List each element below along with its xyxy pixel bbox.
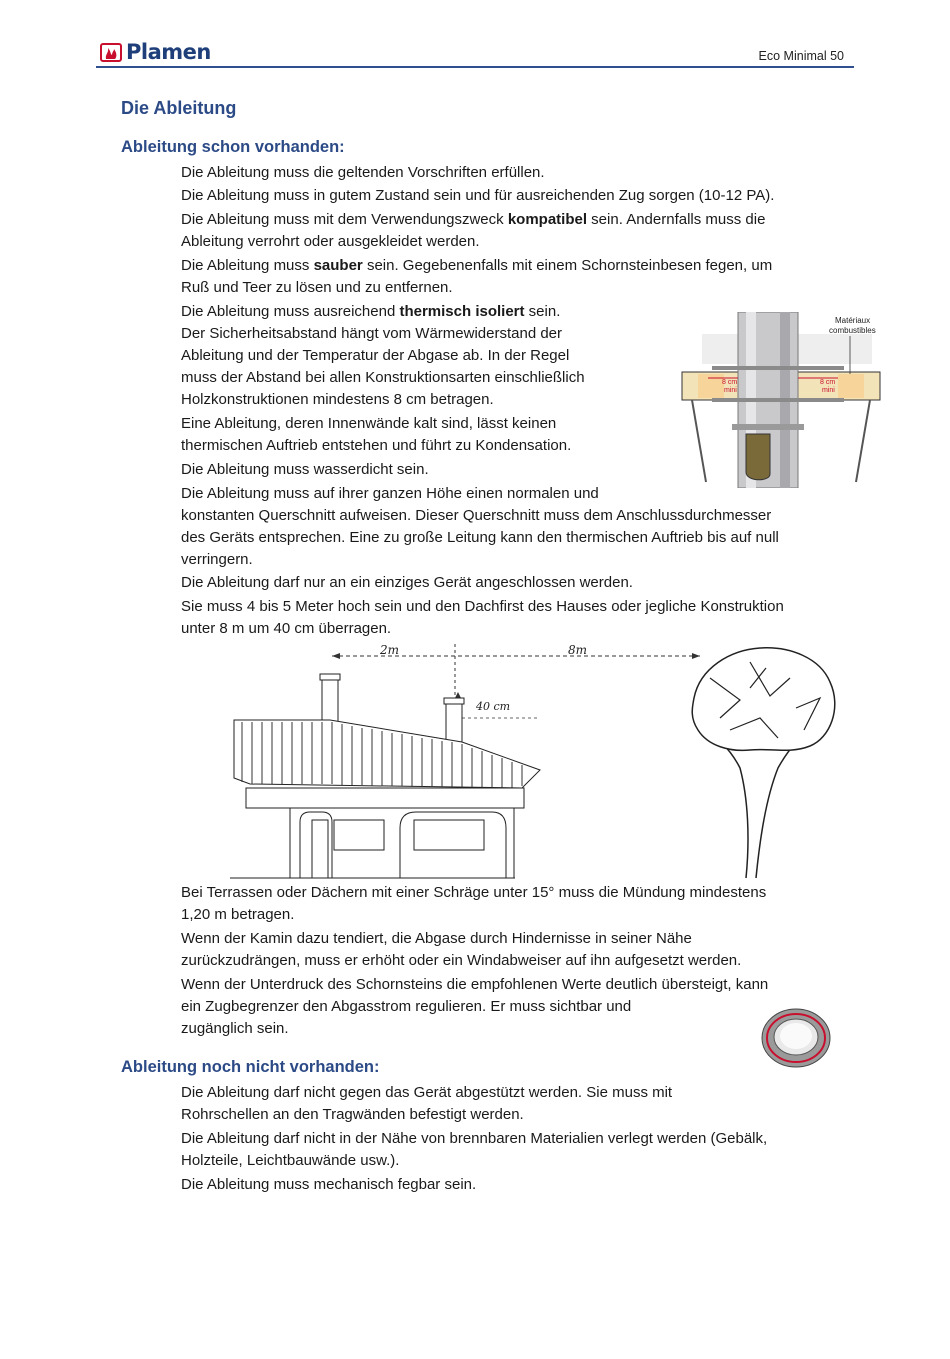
flame-logo-icon <box>100 42 122 62</box>
paragraph: Die Ableitung muss die geltenden Vorschriften erfüllen. <box>181 164 545 181</box>
page-title: Die Ableitung <box>121 98 237 118</box>
chimney-height-diagram <box>230 638 845 882</box>
paragraph: Die Ableitung muss wasserdicht sein. <box>181 461 429 478</box>
header-rule <box>96 66 854 68</box>
section-heading-existing: Ableitung schon vorhanden: <box>121 138 345 156</box>
paragraph: Eine Ableitung, deren Innenwände kalt sind, lässt keinen thermischen Auftrieb entstehen und führt zu Kondensation. <box>181 415 572 454</box>
paragraph: Die Ableitung muss mechanisch fegbar sein. <box>181 1176 477 1193</box>
brand-name: Plamen <box>126 40 211 64</box>
distance-tag-right-sub: mini <box>822 387 835 394</box>
distance-tag-right: 8 cm <box>820 379 836 386</box>
paragraph: Sie muss 4 bis 5 Meter hoch sein und den Dachfirst des Hauses oder jegliche Konstruktion unter 8 m um 40 cm überragen. <box>181 598 784 637</box>
brand-logo <box>100 40 211 64</box>
draft-limiter-image <box>758 1006 834 1070</box>
paragraph: Die Ableitung muss auf ihrer ganzen Höhe einen normalen und konstanten Querschnitt aufweisen. Dieser Querschnitt muss dem Anschlussdurchmesser des Geräts entsprechen. Eine zu große Leitung kann den thermischen Auftrieb bis auf null verringern. <box>181 485 779 568</box>
height-label: 40 cm <box>476 700 511 713</box>
paragraph: Die Ableitung darf nur an ein einziges Gerät angeschlossen werden. <box>181 574 633 591</box>
distance-label-left: 2m <box>380 643 400 657</box>
material-label-top: Matériaux <box>835 316 871 325</box>
document-name: Eco Minimal 50 <box>758 49 844 63</box>
distance-label-right: 8m <box>568 643 588 657</box>
page-header <box>96 38 854 68</box>
paragraph: Die Ableitung muss ausreichend thermisch isoliert sein. Der Sicherheitsabstand hängt vom Wärmewiderstand der Ableitung und der Temperatur der Abgase ab. In der Regel muss der Abstand bei allen Konstruktionsarten einschließlich Holzkonstruktionen mindestens 8 cm betragen. <box>181 303 585 408</box>
paragraph: Die Ableitung muss mit dem Verwendungszweck kompatibel sein. Andernfalls muss die Ableitung verrohrt oder ausgekleidet werden. <box>181 211 766 250</box>
material-label-bottom: combustibles <box>829 326 876 335</box>
paragraph: Die Ableitung darf nicht in der Nähe von brennbaren Materialien verlegt werden (Gebälk, Holzteile, Leichtbauwände usw.). <box>181 1130 768 1169</box>
distance-tag-left: 8 cm <box>722 379 738 386</box>
paragraph: Wenn der Kamin dazu tendiert, die Abgase durch Hindernisse in seiner Nähe zurückzudrängen, muss er erhöht oder ein Windabweiser auf ihn aufgesetzt werden. <box>181 930 742 969</box>
paragraph: Wenn der Unterdruck des Schornsteins die empfohlenen Werte deutlich übersteigt, kann ein Zugbegrenzer den Abgasstrom regulieren. Er muss sichtbar und zugänglich sein. <box>181 976 769 1037</box>
paragraph: Die Ableitung darf nicht gegen das Gerät abgestützt werden. Sie muss mit Rohrschellen an den Tragwänden befestigt werden. <box>181 1084 673 1123</box>
chimney-pipe-diagram <box>672 312 890 488</box>
distance-tag-left-sub: mini <box>724 387 737 394</box>
paragraph: Die Ableitung muss sauber sein. Gegebenenfalls mit einem Schornsteinbesen fegen, um Ruß und Teer zu lösen und zu entfernen. <box>181 257 773 296</box>
section-heading-not-existing: Ableitung noch nicht vorhanden: <box>121 1058 380 1076</box>
paragraph: Bei Terrassen oder Dächern mit einer Schräge unter 15° muss die Mündung mindestens 1,20 m betragen. <box>181 884 767 923</box>
paragraph: Die Ableitung muss in gutem Zustand sein und für ausreichenden Zug sorgen (10-12 PA). <box>181 187 775 204</box>
